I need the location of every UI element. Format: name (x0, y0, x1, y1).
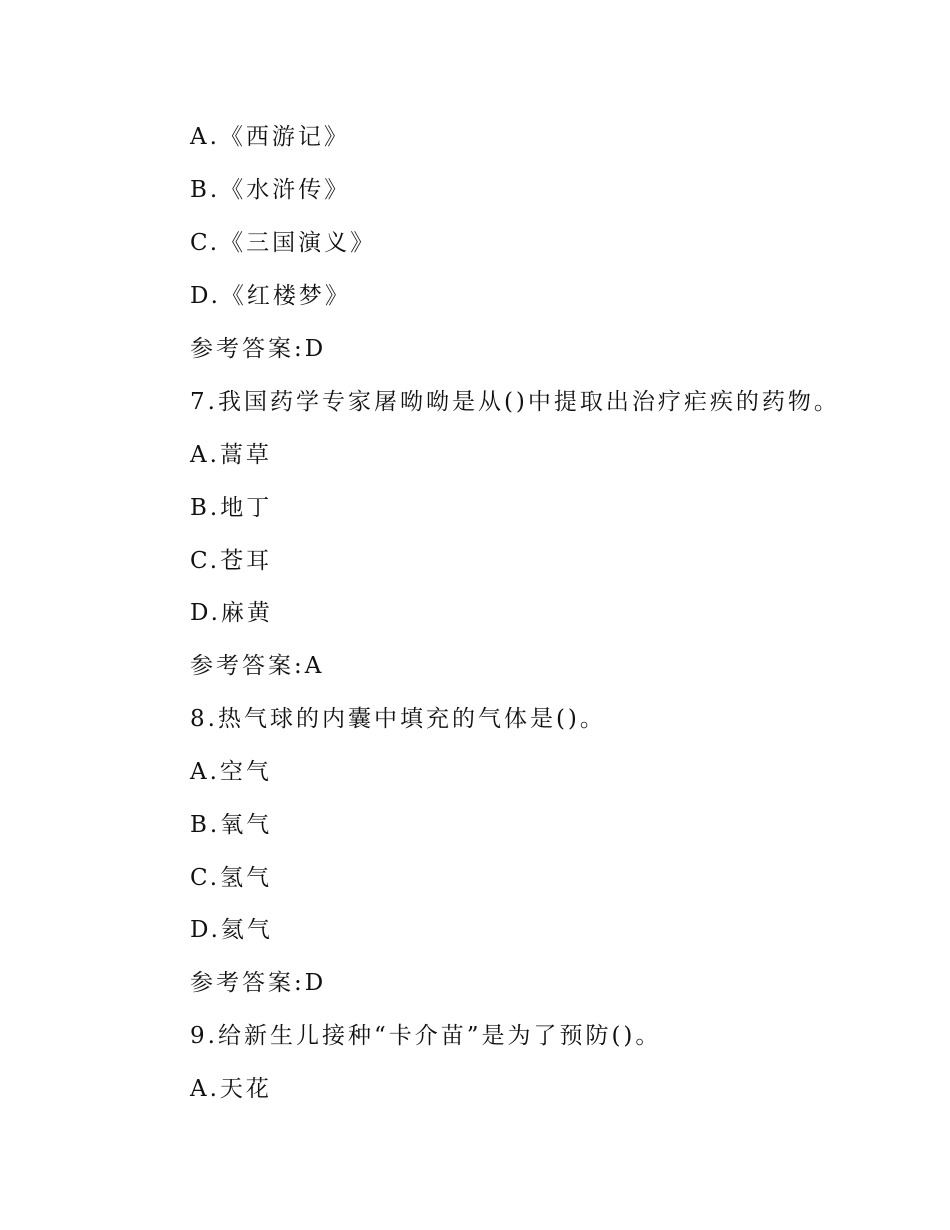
q7-option-d: D.麻黄 (190, 600, 273, 626)
q7-option-c: C.苍耳 (190, 548, 273, 574)
option-c-sanguoyanyi: C.《三国演义》 (190, 230, 377, 256)
option-d-hongloumeng: D.《红楼梦》 (190, 283, 351, 309)
answer-q8: 参考答案:D (190, 970, 327, 996)
question-8: 8.热气球的内囊中填充的气体是()。 (190, 706, 606, 732)
q9-option-a: A.天花 (190, 1076, 272, 1102)
q8-option-b: B.氧气 (190, 812, 273, 838)
question-7: 7.我国药学专家屠呦呦是从()中提取出治疗疟疾的药物。 (190, 389, 840, 415)
option-b-shuihuzhuan: B.《水浒传》 (190, 177, 351, 203)
q8-option-d: D.氦气 (190, 917, 273, 943)
q7-option-b: B.地丁 (190, 495, 273, 521)
q7-option-a: A.蒿草 (190, 442, 272, 468)
question-9: 9.给新生儿接种“卡介苗”是为了预防()。 (190, 1023, 662, 1049)
answer-q6: 参考答案:D (190, 336, 327, 362)
q8-option-c: C.氢气 (190, 865, 273, 891)
answer-q7: 参考答案:A (190, 653, 325, 679)
option-a-xiyouji: A.《西游记》 (190, 124, 350, 150)
q8-option-a: A.空气 (190, 759, 272, 785)
